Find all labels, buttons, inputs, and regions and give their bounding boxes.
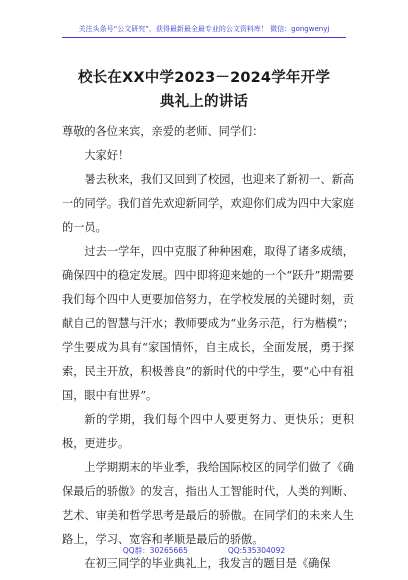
document-body — [62, 120, 354, 576]
body-paragraph: 上学期期末的毕业季，我给国际校区的同学们做了《确保最后的骄傲》的发言，指出人工智能时代，人类的判断、艺术、审美和哲学思考是最后的骄傲。在同学们的未来人生路上，学习、宽容和孝顺是最后的骄傲。 — [62, 461, 354, 546]
document-title-line-2: 典礼上的讲话 — [159, 94, 249, 110]
footer-qq-group: QQ群：30265665 — [122, 546, 188, 555]
footer-contact — [0, 545, 408, 556]
footer-qq: QQ:535304092 — [227, 546, 286, 555]
body-paragraph: 暑去秋来，我们又回到了校园，也迎来了新初一、新高一的同学。我们首先欢迎新同学，欢迎你们成为四中大家庭的一员。 — [62, 173, 354, 234]
salutation-paragraph: 尊敬的各位来宾，亲爱的老师、同学们： — [62, 125, 264, 138]
document-title-line-1: 校长在XX中学2023－2024学年开学 — [77, 70, 331, 86]
greeting-paragraph: 大家好！ — [84, 149, 130, 162]
body-paragraph: 过去一学年，四中克服了种种困难，取得了诸多成绩，确保四中的稳定发展。四中即将迎来她的一个“跃升”期需要我们每个四中人更要加倍努力，在学校发展的关键时刻，贡献自己的智慧与汗水；教师要成为“业务示范，行为楷模”；学生要成为具有“家国情怀，自主成长，全面发展，勇于探索，民主开放，积极善良”的新时代的中学生，要“心中有祖国，眼中有世界”。 — [62, 245, 354, 402]
header-banner: 关注头条号“公文研究”，获得最新最全最专业的公文资料库！ 微信：gongwenyj — [62, 22, 346, 38]
body-paragraph: 在初三同学的毕业典礼上，我发言的题目是《确保 — [84, 557, 331, 570]
body-paragraph: 新的学期，我们每个四中人要更努力、更快乐；更积极，更进步。 — [62, 413, 354, 450]
